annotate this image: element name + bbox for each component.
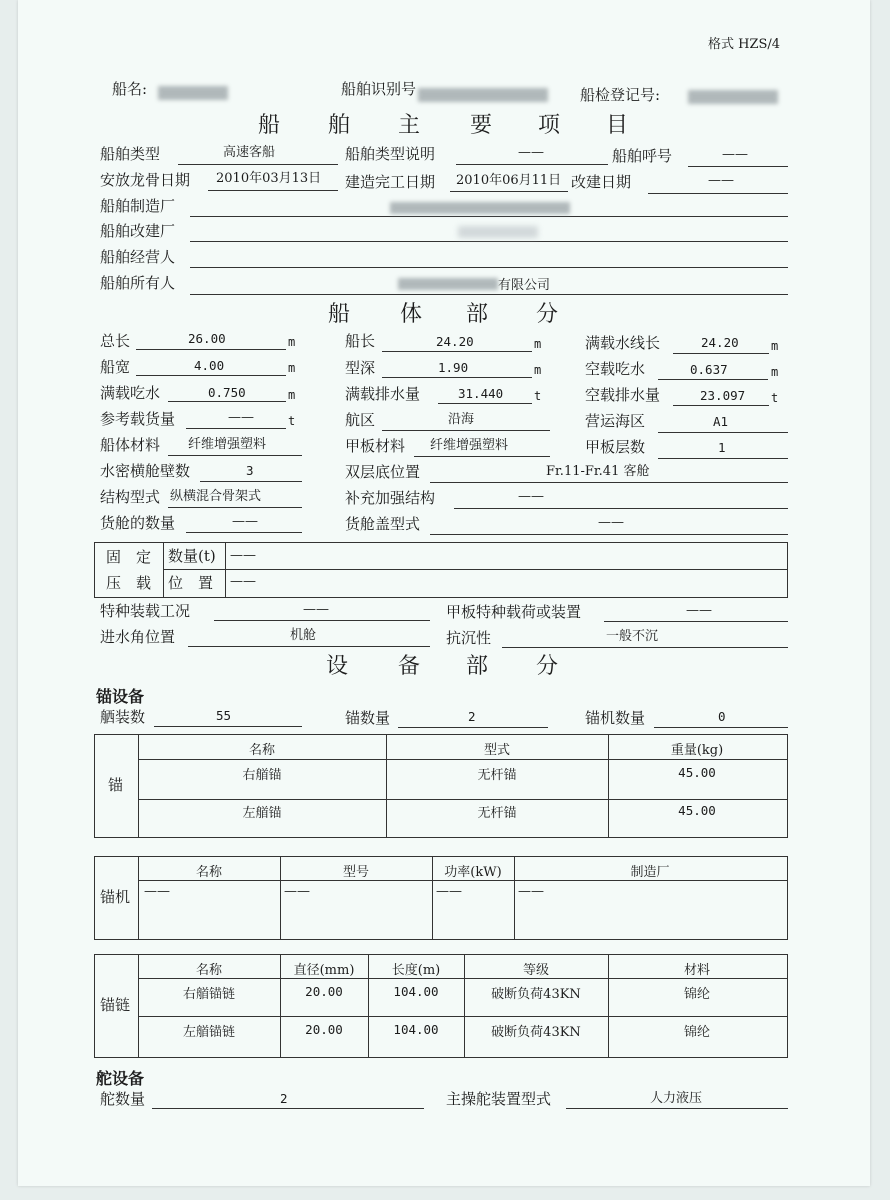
holds-label: 货舱的数量 [100, 514, 176, 532]
windlass-cell: —— [436, 884, 462, 899]
keel-date-value: 2010年03月13日 [216, 171, 322, 186]
redacted-builder [390, 202, 570, 214]
title-char: 船 [258, 113, 281, 138]
main-items-title [18, 113, 870, 141]
builder-label: 船舶制造厂 [100, 197, 176, 215]
anchor-num-value: 55 [216, 708, 232, 723]
chain-header-material: 材料 [683, 963, 710, 978]
reinforce-label: 补充加强结构 [345, 489, 436, 507]
flood-value: 机舱 [290, 628, 317, 643]
deck-layers-value: 1 [718, 440, 726, 455]
windlass-header-maker: 制造厂 [630, 865, 670, 880]
unsink-value: 一般不沉 [606, 629, 659, 644]
redacted-survey-reg [688, 90, 778, 104]
unit-m: m [534, 337, 542, 351]
title-char: 要 [470, 113, 493, 138]
windlass-qty-value: 0 [718, 709, 726, 724]
anchor-header-weight: 重量(kg) [670, 743, 724, 758]
lwl-value: 24.20 [701, 335, 739, 350]
owner-value: 有限公司 [498, 278, 551, 293]
unit-m: m [288, 335, 296, 349]
light-draft-label: 空载吃水 [585, 360, 646, 378]
light-disp-value: 23.097 [700, 388, 746, 403]
chain-header-length: 长度(m) [391, 963, 441, 978]
unit-m: m [771, 339, 779, 353]
ballast-pos-label: 位 置 [168, 574, 214, 592]
reinforce-value: —— [518, 489, 544, 504]
chain-row-diameter: 20.00 [305, 1022, 343, 1037]
service-area-label: 营运海区 [585, 412, 646, 430]
loa-value: 26.00 [188, 331, 226, 346]
ship-type-label: 船舶类型 [100, 145, 161, 163]
unit-t: t [534, 389, 542, 403]
windlass-cell: —— [284, 884, 310, 899]
unit-m: m [288, 361, 296, 375]
title-char: 备 [398, 654, 421, 679]
rebuild-date-label: 改建日期 [571, 173, 632, 191]
anchor-qty-value: 2 [468, 709, 476, 724]
hatch-value: —— [598, 515, 624, 530]
windlass-cell: —— [144, 884, 170, 899]
unit-m: m [771, 365, 779, 379]
chain-row-material: 锦纶 [683, 987, 710, 1002]
chain-row-name: 左艏锚链 [182, 1025, 235, 1040]
windlass-header-name: 名称 [195, 865, 222, 880]
breadth-value: 4.00 [194, 358, 225, 373]
unit-m: m [534, 363, 542, 377]
flood-label: 进水角位置 [100, 628, 176, 646]
windlass-qty-label: 锚机数量 [585, 709, 646, 727]
build-date-label: 建造完工日期 [345, 173, 436, 191]
windlass-header-model: 型号 [342, 865, 369, 880]
ballast-label-2: 压 载 [106, 574, 152, 592]
unit-t: t [288, 414, 296, 428]
title-char: 分 [536, 654, 559, 679]
bulkheads-label: 水密横舱壁数 [100, 462, 191, 480]
redacted-ship-id [418, 88, 548, 102]
anchor-row-type: 无杆锚 [477, 806, 517, 821]
anchor-num-label: 舾装数 [100, 708, 146, 726]
anchor-row-weight: 45.00 [678, 765, 716, 780]
rudder-qty-label: 舵数量 [100, 1090, 146, 1108]
ballast-qty-label: 数量(t) [168, 547, 216, 565]
anchor-row-name: 右艏锚 [242, 768, 282, 783]
deck-mat-value: 纤维增强塑料 [430, 438, 509, 453]
nav-area-value: 沿海 [448, 412, 475, 427]
deck-special-label: 甲板特种载荷或装置 [446, 603, 582, 621]
deck-mat-label: 甲板材料 [345, 437, 406, 455]
double-bottom-label: 双层底位置 [345, 463, 421, 481]
title-char: 主 [398, 113, 421, 138]
chain-row-diameter: 20.00 [305, 984, 343, 999]
breadth-label: 船宽 [100, 358, 131, 376]
title-char: 部 [466, 654, 489, 679]
hatch-label: 货舱盖型式 [345, 515, 421, 533]
unit-m: m [288, 388, 296, 402]
ref-load-value: —— [228, 410, 254, 425]
chain-row-grade: 破断负荷43KN [491, 1025, 581, 1040]
chain-row-name: 右艏锚链 [182, 987, 235, 1002]
title-char: 设 [326, 654, 349, 679]
chain-header-name: 名称 [195, 963, 222, 978]
ship-id-label: 船舶识别号 [341, 80, 417, 98]
steering-label: 主操舵装置型式 [446, 1090, 552, 1108]
loa-label: 总长 [100, 332, 131, 350]
certificate-page [18, 0, 870, 1186]
type-desc-label: 船舶类型说明 [345, 145, 436, 163]
redacted-rebuilder [458, 226, 538, 238]
ballast-pos-value: —— [230, 574, 256, 589]
lwl-label: 满载水线长 [585, 334, 661, 352]
type-desc-value: —— [518, 145, 544, 160]
anchor-row-weight: 45.00 [678, 803, 716, 818]
hull-title [18, 302, 870, 330]
anchor-qty-label: 锚数量 [345, 709, 391, 727]
special-cond-label: 特种装载工况 [100, 602, 191, 620]
rudder-section-title: 舵设备 [96, 1069, 145, 1088]
full-draft-label: 满载吃水 [100, 384, 161, 402]
title-char: 分 [536, 302, 559, 327]
owner-label: 船舶所有人 [100, 274, 176, 292]
hull-mat-value: 纤维增强塑料 [188, 437, 267, 452]
depth-label: 型深 [345, 359, 376, 377]
full-disp-label: 满载排水量 [345, 385, 421, 403]
chain-row-material: 锦纶 [683, 1025, 710, 1040]
hull-mat-label: 船体材料 [100, 436, 161, 454]
anchor-row-type: 无杆锚 [477, 768, 517, 783]
steering-value: 人力液压 [650, 1091, 703, 1106]
deck-layers-label: 甲板层数 [585, 438, 646, 456]
keel-date-label: 安放龙骨日期 [100, 171, 191, 189]
chain-header-diameter: 直径(mm) [293, 963, 355, 978]
lbp-value: 24.20 [436, 334, 474, 349]
deck-special-value: —— [686, 603, 712, 618]
rebuilder-label: 船舶改建厂 [100, 222, 176, 240]
anchor-side-label: 锚 [108, 776, 124, 794]
structure-value: 纵横混合骨架式 [170, 489, 262, 504]
structure-label: 结构型式 [100, 488, 161, 506]
rudder-qty-value: 2 [280, 1091, 288, 1106]
ballast-label-1: 固 定 [106, 548, 152, 566]
chain-row-length: 104.00 [393, 984, 439, 999]
unsink-label: 抗沉性 [446, 629, 492, 647]
windlass-side-label: 锚机 [100, 888, 131, 906]
holds-value: —— [232, 514, 258, 529]
title-char: 部 [466, 302, 489, 327]
redacted-owner [398, 278, 498, 290]
call-sign-label: 船舶呼号 [612, 147, 673, 165]
title-char: 项 [538, 113, 561, 138]
ref-load-label: 参考载货量 [100, 410, 176, 428]
anchor-header-name: 名称 [248, 743, 275, 758]
format-code: 格式 HZS/4 [708, 37, 781, 52]
operator-label: 船舶经营人 [100, 248, 176, 266]
windlass-cell: —— [518, 884, 544, 899]
title-char: 船 [328, 302, 351, 327]
ship-name-label: 船名: [112, 80, 148, 98]
full-draft-value: 0.750 [208, 385, 246, 400]
unit-t: t [771, 391, 779, 405]
bulkheads-value: 3 [246, 463, 254, 478]
lbp-label: 船长 [345, 332, 376, 350]
light-disp-label: 空载排水量 [585, 386, 661, 404]
ship-type-value: 高速客船 [223, 145, 276, 160]
full-disp-value: 31.440 [458, 386, 504, 401]
chain-row-length: 104.00 [393, 1022, 439, 1037]
ballast-qty-value: —— [230, 548, 256, 563]
nav-area-label: 航区 [345, 411, 376, 429]
special-cond-value: —— [303, 602, 329, 617]
title-char: 体 [400, 302, 423, 327]
chain-row-grade: 破断负荷43KN [491, 987, 581, 1002]
chain-header-grade: 等级 [522, 963, 549, 978]
service-area-value: A1 [713, 414, 729, 429]
survey-reg-label: 船检登记号: [580, 86, 661, 104]
title-char: 目 [606, 113, 629, 138]
chain-side-label: 锚链 [100, 996, 131, 1014]
redacted-ship-name [158, 86, 228, 100]
equipment-title [18, 654, 870, 682]
anchor-header-type: 型式 [483, 743, 510, 758]
rebuild-date-value: —— [708, 173, 734, 188]
call-sign-value: —— [722, 147, 748, 162]
depth-value: 1.90 [438, 360, 469, 375]
double-bottom-value: Fr.11-Fr.41 客舱 [546, 464, 650, 479]
build-date-value: 2010年06月11日 [456, 173, 562, 188]
title-char: 舶 [328, 113, 351, 138]
windlass-header-power: 功率(kW) [444, 865, 502, 880]
light-draft-value: 0.637 [690, 362, 728, 377]
anchor-row-name: 左艏锚 [242, 806, 282, 821]
anchor-section-title: 锚设备 [96, 687, 145, 706]
